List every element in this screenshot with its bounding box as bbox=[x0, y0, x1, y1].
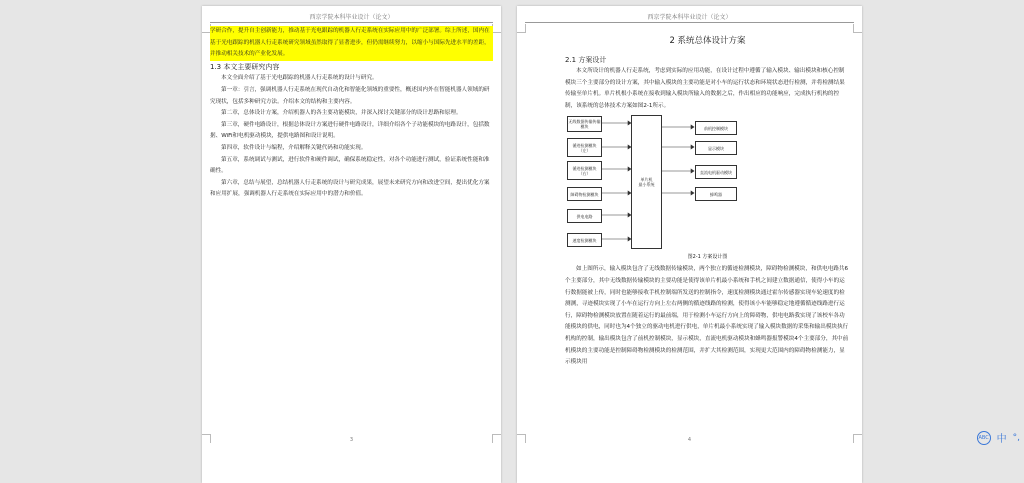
ime-toolbar bbox=[977, 430, 1020, 445]
diagram-output-box: 前机控制模块 bbox=[695, 121, 737, 135]
paragraph[interactable]: 第六章，总结与展望，总结机器人行走系统的设计与研究成果，展望未来研究方向和改进空间，提出优化方案和应用扩展，强调机器人行走系统在实际应用中的潜力和价值。 bbox=[210, 179, 490, 198]
figure-caption[interactable]: 图2-1 方案设计图 bbox=[687, 254, 728, 261]
page-number: 3 bbox=[349, 437, 354, 443]
diagram-input-box: 障碍物检测模块 bbox=[567, 187, 602, 201]
crop-mark bbox=[517, 24, 526, 33]
page-body[interactable] bbox=[565, 32, 850, 369]
diagram-output-box: 蜂鸣器 bbox=[695, 187, 737, 201]
diagram-input-box: 循迹检测模块（右） bbox=[567, 161, 602, 180]
paragraph[interactable]: 本文全面介绍了基于光电跟踪的机器人行走系统的设计与研究。 bbox=[221, 75, 378, 82]
block-diagram[interactable] bbox=[565, 113, 850, 249]
diagram-output-box: 直流电机驱动模块 bbox=[695, 165, 737, 179]
crop-mark bbox=[853, 24, 862, 33]
diagram-arrows bbox=[565, 113, 815, 249]
paragraph[interactable]: 第二章，总体设计方案，介绍机器人的各主要功能模块，并深入探讨关键部分的设计思路和原理。 bbox=[221, 110, 462, 117]
ime-mode-icon[interactable]: ABC bbox=[977, 431, 991, 445]
punctuation-icon[interactable]: °, bbox=[1012, 432, 1020, 443]
paragraph[interactable]: 第四章，软件设计与编程，介绍解释关键代码和功能实现。 bbox=[221, 144, 367, 151]
diagram-input-box: 无线数据传输传输模块 bbox=[567, 116, 602, 132]
diagram-output-box: 显示模块 bbox=[695, 141, 737, 155]
highlighted-paragraph[interactable]: 学研合作，提升自主创新能力，推动基于光电跟踪的机器人行走系统在实际应用中的广泛部署。综上所述，国内在基于光电跟踪的机器人行走系统研究领域虽然取得了显著进步，但仍需继续努力，以缩小与国际先进水平的差距，并推动相关技术的产业化发展。 bbox=[210, 26, 493, 61]
paragraph[interactable]: 第三章，硬件电路设计，根据总体设计方案进行硬件电路设计，详细介绍各个子功能模块的电路设计，包括数据、WiFi和电机驱动模块，提供电路图和设计说明。 bbox=[210, 121, 490, 140]
paragraph[interactable]: 如上图所示，输入模块包含了无线数据传输模块，两个独立的循迹检测模块，障碍物检测模块，和供电电路共6个主要部分，其中无线数据传输模块的主要功能是使得该单片机最小系统和手机之间建立数据通信，使得小车的运行数据能被上传，同时也能够接收手机控制端所发送的控制指令，速度检测模块通过霍尔传感器实现车轮速度的检测测，寻迹模块实现了小车在运行方向上左右两侧的循迹线路的检测，使得该小车能够稳定地遵循循迹线路进行运行，障碍物检测模块放置在随着运行的最前端，用于检测小车运行方向上的障碍物，供电电路我实现了该校车各功能模块的供电，同时也为4个独立的驱动电机进行供电，单片机最小系统实现了输入模块数据的采集和输出模块执行机构的控制，输出模块包含了前机控制模块，显示模块，直流电机驱动模块和蜂鸣器报警模块4个主要部分，其中前机模块的主要功能是控制障碍物检测模块的检测范围，并扩大其检测范围，实现更大范围内的障碍物检测能力，显示模块用 bbox=[565, 266, 849, 366]
ime-language-toggle[interactable]: 中 bbox=[996, 434, 1007, 445]
section-title[interactable]: 1.3 本文主要研究内容 bbox=[210, 62, 280, 71]
paragraph[interactable]: 本文所设计的机器人行走系统，考虑到实际的应用功能，在设计过程中遵循了输入模块、输出模块和核心控制模块三个主要部分的设计方案，其中输入模块的主要功能是对小车的运行状态和环境状态进行检测，并将检测结果传输至单片机。单片机根小系统在接收到输入模块所输入的数据之后，作出相应的功能响应，完成执行机构的控制，该系统的总体技术方案如图2-1所示。 bbox=[565, 68, 845, 109]
paragraph[interactable]: 第五章，系统调试与测试，进行软件和硬件调试，确保系统稳定性，对各个功能进行测试，验证系统性能和准确性。 bbox=[210, 156, 490, 175]
diagram-mcu-box: 单片机 最小系统 bbox=[631, 115, 662, 249]
page-body[interactable] bbox=[210, 26, 493, 201]
diagram-input-box: 供电电路 bbox=[567, 209, 602, 223]
page-number: 4 bbox=[687, 437, 692, 443]
page-header: 西京学院本科毕业设计（论文） bbox=[525, 12, 854, 23]
page-right bbox=[517, 6, 862, 483]
chapter-title[interactable]: 2 系统总体设计方案 bbox=[669, 36, 746, 46]
diagram-input-box: 速度检测模块 bbox=[567, 233, 602, 247]
section-title[interactable]: 2.1 方案设计 bbox=[565, 56, 607, 64]
diagram-input-box: 循迹检测模块（左） bbox=[567, 138, 602, 157]
crop-mark bbox=[492, 24, 501, 33]
paragraph[interactable]: 第一章：引言，强调机器人行走系统在现代自动化和智能化领域的重要性，概述国内外在智能机器人领域的研究现状，包括多种研究方法。介绍本文的结构和主要内容。 bbox=[210, 86, 490, 105]
page-left bbox=[202, 6, 501, 483]
page-header: 西京学院本科毕业设计（论文） bbox=[210, 12, 493, 23]
